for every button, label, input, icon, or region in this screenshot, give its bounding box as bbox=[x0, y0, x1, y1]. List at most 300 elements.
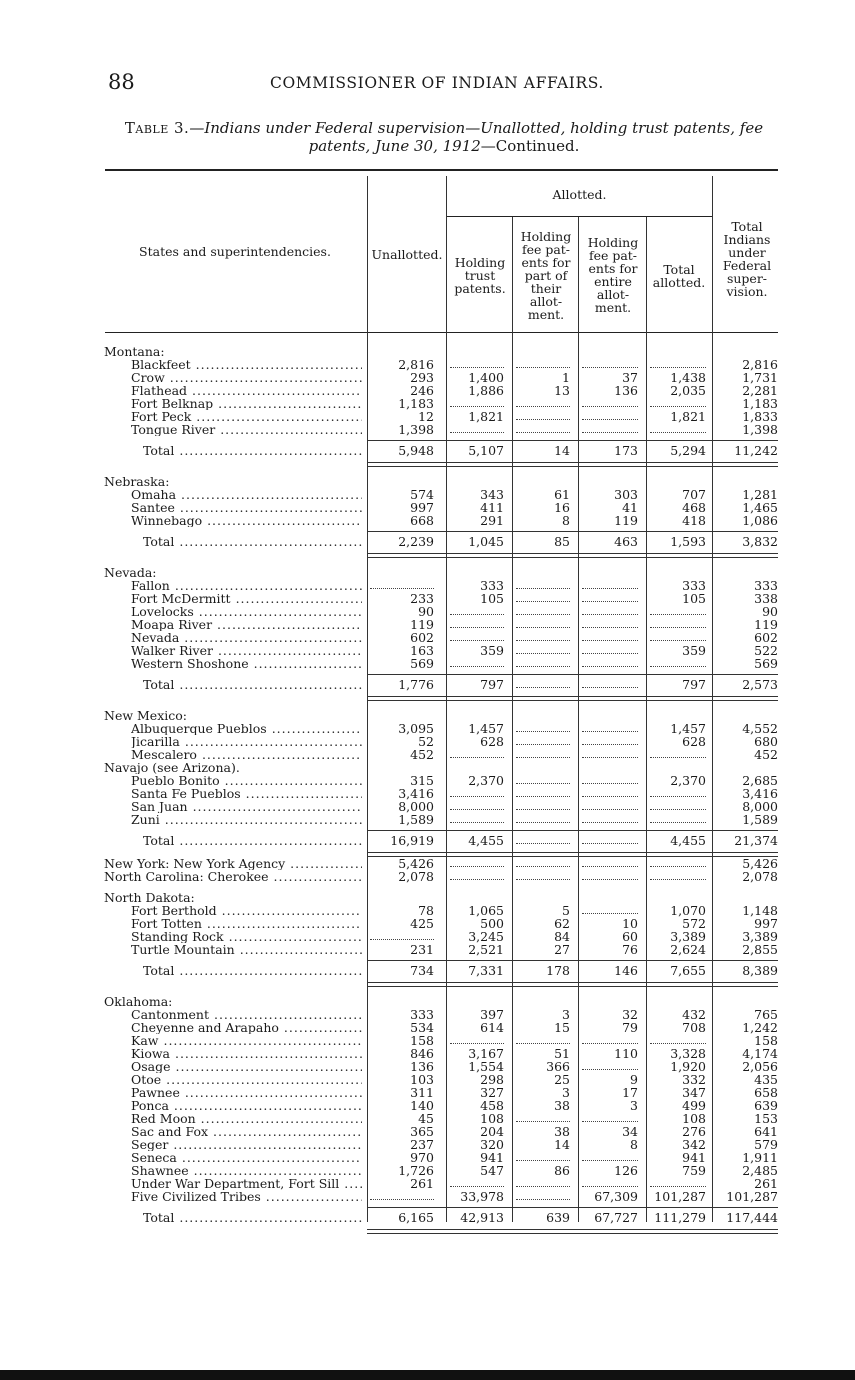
cell-col3: 8 bbox=[562, 513, 570, 528]
cell-col6: 2,573 bbox=[742, 677, 778, 692]
cell-col1: 261 bbox=[410, 1176, 434, 1191]
cell-col4 bbox=[582, 644, 638, 654]
row-label: Sac and Fox ..... bbox=[131, 1125, 362, 1138]
cell-col1: 333 bbox=[410, 1007, 434, 1022]
cell-col1 bbox=[370, 1190, 434, 1200]
cell-col4: 60 bbox=[622, 929, 638, 944]
cell-col3: 61 bbox=[554, 487, 570, 502]
cell-col4 bbox=[582, 657, 638, 667]
cell-col1: 846 bbox=[410, 1046, 434, 1061]
row-label: Albuquerque Pueblos ..... bbox=[131, 722, 362, 735]
cell-col4 bbox=[582, 735, 638, 745]
cell-col3: 85 bbox=[554, 534, 570, 549]
cell-col5 bbox=[650, 748, 706, 758]
row-label: Zuni ..... bbox=[131, 813, 362, 826]
cell-col5 bbox=[650, 787, 706, 797]
cell-col6: 101,287 bbox=[726, 1189, 778, 1204]
row-label: Cantonment ..... bbox=[131, 1008, 362, 1021]
cell-col3 bbox=[516, 1177, 570, 1187]
cell-col6: 522 bbox=[754, 643, 778, 658]
cell-col4 bbox=[582, 358, 638, 368]
cell-col4 bbox=[582, 1034, 638, 1044]
cell-col5: 1,438 bbox=[670, 370, 706, 385]
cell-col4 bbox=[582, 1060, 638, 1070]
row-label: Lovelocks ..... bbox=[131, 605, 362, 618]
cell-col2: 320 bbox=[480, 1137, 504, 1152]
cell-col2: 411 bbox=[480, 500, 504, 515]
cell-col3: 3 bbox=[562, 1085, 570, 1100]
cell-col3: 639 bbox=[546, 1210, 570, 1225]
subtotal-rule bbox=[367, 1207, 778, 1208]
row-label: Seneca ..... bbox=[131, 1151, 362, 1164]
page-number: 88 bbox=[108, 70, 135, 94]
cell-col4 bbox=[582, 631, 638, 641]
cell-col3 bbox=[516, 644, 570, 654]
cell-col6: 117,444 bbox=[726, 1210, 778, 1225]
cell-col5 bbox=[650, 1034, 706, 1044]
table-caption bbox=[105, 119, 783, 155]
row-label: Kaw ..... bbox=[131, 1034, 362, 1047]
cell-col4: 10 bbox=[622, 916, 638, 931]
cell-col2: 1,886 bbox=[468, 383, 504, 398]
cell-col5: 1,593 bbox=[670, 534, 706, 549]
cell-col2: 1,821 bbox=[468, 409, 504, 424]
cell-col3 bbox=[516, 678, 570, 688]
cell-col1: 233 bbox=[410, 591, 434, 606]
cell-col5: 5,294 bbox=[670, 443, 706, 458]
cell-col5: 4,455 bbox=[670, 833, 706, 848]
cell-col2 bbox=[450, 870, 504, 880]
cell-col2 bbox=[450, 787, 504, 797]
row-label: Turtle Mountain ..... bbox=[131, 943, 362, 956]
cell-col4: 303 bbox=[614, 487, 638, 502]
cell-col2: 204 bbox=[480, 1124, 504, 1139]
total-label: Total ..... bbox=[143, 964, 362, 977]
cell-col1: 1,776 bbox=[398, 677, 434, 692]
cell-col5: 628 bbox=[682, 734, 706, 749]
table-row bbox=[0, 423, 855, 436]
cell-col1: 1,726 bbox=[398, 1163, 434, 1178]
row-label: Five Civilized Tribes ..... bbox=[131, 1190, 362, 1203]
row-label: Santa Fe Pueblos ..... bbox=[131, 787, 362, 800]
cell-col2: 327 bbox=[480, 1085, 504, 1100]
cell-col3: 27 bbox=[554, 942, 570, 957]
cell-col5: 7,655 bbox=[670, 963, 706, 978]
cell-col3 bbox=[516, 787, 570, 797]
cell-col3 bbox=[516, 423, 570, 433]
cell-col4: 119 bbox=[614, 513, 638, 528]
cell-col2: 941 bbox=[480, 1150, 504, 1165]
row-label: Mescalero ..... bbox=[131, 748, 362, 761]
subtotal-rule bbox=[367, 960, 778, 961]
cell-col4 bbox=[582, 678, 638, 688]
cell-col4: 146 bbox=[614, 963, 638, 978]
table-row bbox=[0, 514, 855, 527]
cell-col3: 1 bbox=[562, 370, 570, 385]
cell-col4: 110 bbox=[614, 1046, 638, 1061]
cell-col2: 1,554 bbox=[468, 1059, 504, 1074]
cell-col4: 8 bbox=[630, 1137, 638, 1152]
cell-col4: 173 bbox=[614, 443, 638, 458]
cell-col4: 37 bbox=[622, 370, 638, 385]
total-label: Total ..... bbox=[143, 444, 362, 457]
cell-col5 bbox=[650, 397, 706, 407]
cell-col6: 1,911 bbox=[742, 1150, 778, 1165]
cell-col6: 1,465 bbox=[742, 500, 778, 515]
cell-col3 bbox=[516, 834, 570, 844]
header-fee-entire: Holding fee pat-ents for entire allot-ment. bbox=[587, 235, 639, 315]
cell-col4: 41 bbox=[622, 500, 638, 515]
cell-col3 bbox=[516, 857, 570, 867]
cell-col3 bbox=[516, 813, 570, 823]
cell-col5: 708 bbox=[682, 1020, 706, 1035]
header-total-federal: Total Indians under Federal super-vision. bbox=[722, 219, 772, 299]
cell-col6: 90 bbox=[762, 604, 778, 619]
cell-col1: 2,078 bbox=[398, 869, 434, 884]
cell-col3 bbox=[516, 592, 570, 602]
header-total-allotted: Total allotted. bbox=[652, 262, 706, 290]
cell-col6: 1,086 bbox=[742, 513, 778, 528]
cell-col5: 332 bbox=[682, 1072, 706, 1087]
cell-col1: 12 bbox=[418, 409, 434, 424]
cell-col4: 76 bbox=[622, 942, 638, 957]
total-row bbox=[0, 444, 855, 457]
cell-col5 bbox=[650, 618, 706, 628]
cell-col3 bbox=[516, 1112, 570, 1122]
cell-col2 bbox=[450, 1034, 504, 1044]
cell-col6: 158 bbox=[754, 1033, 778, 1048]
cell-col6: 4,174 bbox=[742, 1046, 778, 1061]
row-label: New York: New York Agency ..... bbox=[104, 857, 362, 870]
cell-col6: 153 bbox=[754, 1111, 778, 1126]
cell-col4 bbox=[582, 579, 638, 589]
total-label: Total ..... bbox=[143, 1211, 362, 1224]
cell-col1: 140 bbox=[410, 1098, 434, 1113]
cell-col6: 8,000 bbox=[742, 799, 778, 814]
cell-col1: 668 bbox=[410, 513, 434, 528]
cell-col1: 8,000 bbox=[398, 799, 434, 814]
cell-col6: 2,078 bbox=[742, 869, 778, 884]
cell-col5: 2,035 bbox=[670, 383, 706, 398]
cell-col1: 158 bbox=[410, 1033, 434, 1048]
cell-col5: 342 bbox=[682, 1137, 706, 1152]
row-label: Otoe ..... bbox=[131, 1073, 362, 1086]
cell-col6: 1,281 bbox=[742, 487, 778, 502]
cell-col5: 101,287 bbox=[654, 1189, 706, 1204]
header-bottom-rule bbox=[105, 332, 778, 333]
cell-col4 bbox=[582, 800, 638, 810]
cell-col5: 1,920 bbox=[670, 1059, 706, 1074]
running-head: COMMISSIONER OF INDIAN AFFAIRS. bbox=[270, 74, 604, 92]
cell-col5: 105 bbox=[682, 591, 706, 606]
cell-col3: 16 bbox=[554, 500, 570, 515]
table-row bbox=[0, 870, 855, 883]
row-label: Oklahoma: bbox=[104, 995, 173, 1008]
cell-col1: 1,398 bbox=[398, 422, 434, 437]
cell-col2: 5,107 bbox=[468, 443, 504, 458]
table-caption-label: Table 3. bbox=[124, 119, 190, 137]
cell-col6: 2,685 bbox=[742, 773, 778, 788]
cell-col3 bbox=[516, 1034, 570, 1044]
cell-col5: 347 bbox=[682, 1085, 706, 1100]
cell-col4 bbox=[582, 423, 638, 433]
cell-col2: 42,913 bbox=[460, 1210, 504, 1225]
cell-col4 bbox=[582, 774, 638, 784]
cell-col2 bbox=[450, 657, 504, 667]
cell-col2: 359 bbox=[480, 643, 504, 658]
cell-col2: 397 bbox=[480, 1007, 504, 1022]
row-label: Tongue River ..... bbox=[131, 423, 362, 436]
cell-col2: 628 bbox=[480, 734, 504, 749]
cell-col6: 602 bbox=[754, 630, 778, 645]
cell-col1: 734 bbox=[410, 963, 434, 978]
cell-col2: 1,400 bbox=[468, 370, 504, 385]
cell-col1: 997 bbox=[410, 500, 434, 515]
cell-col5 bbox=[650, 423, 706, 433]
cell-col4 bbox=[582, 605, 638, 615]
cell-col5: 108 bbox=[682, 1111, 706, 1126]
cell-col5 bbox=[650, 631, 706, 641]
row-label: Cheyenne and Arapaho ..... bbox=[131, 1021, 362, 1034]
cell-col4 bbox=[582, 834, 638, 844]
cell-col3 bbox=[516, 358, 570, 368]
cell-col6: 119 bbox=[754, 617, 778, 632]
cell-col1: 6,165 bbox=[398, 1210, 434, 1225]
cell-col3 bbox=[516, 722, 570, 732]
cell-col1: 425 bbox=[410, 916, 434, 931]
row-label: Moapa River ..... bbox=[131, 618, 362, 631]
cell-col1: 5,426 bbox=[398, 856, 434, 871]
total-double-rule bbox=[367, 553, 778, 558]
cell-col4: 79 bbox=[622, 1020, 638, 1035]
cell-col2 bbox=[450, 800, 504, 810]
cell-col4 bbox=[582, 410, 638, 420]
cell-col1: 2,816 bbox=[398, 357, 434, 372]
cell-col1: 246 bbox=[410, 383, 434, 398]
total-row bbox=[0, 964, 855, 977]
cell-col6: 1,731 bbox=[742, 370, 778, 385]
cell-col2: 108 bbox=[480, 1111, 504, 1126]
cell-col2: 2,370 bbox=[468, 773, 504, 788]
cell-col1: 569 bbox=[410, 656, 434, 671]
row-label: Nevada: bbox=[104, 566, 157, 579]
total-row bbox=[0, 1211, 855, 1224]
cell-col2 bbox=[450, 631, 504, 641]
subtotal-rule bbox=[367, 440, 778, 441]
cell-col6: 1,833 bbox=[742, 409, 778, 424]
cell-col1: 119 bbox=[410, 617, 434, 632]
cell-col6: 2,816 bbox=[742, 357, 778, 372]
total-double-rule bbox=[367, 1229, 778, 1234]
row-label: Crow ..... bbox=[131, 371, 362, 384]
cell-col1: 293 bbox=[410, 370, 434, 385]
cell-col5: 759 bbox=[682, 1163, 706, 1178]
cell-col5 bbox=[650, 870, 706, 880]
cell-col3 bbox=[516, 870, 570, 880]
cell-col6: 997 bbox=[754, 916, 778, 931]
cell-col3: 38 bbox=[554, 1098, 570, 1113]
cell-col6: 1,148 bbox=[742, 903, 778, 918]
row-label: Fallon ..... bbox=[131, 579, 362, 592]
total-row bbox=[0, 678, 855, 691]
row-label: North Dakota: bbox=[104, 891, 195, 904]
cell-col3: 14 bbox=[554, 443, 570, 458]
cell-col6: 569 bbox=[754, 656, 778, 671]
cell-col6: 3,416 bbox=[742, 786, 778, 801]
cell-col6: 21,374 bbox=[734, 833, 778, 848]
row-label: Fort Berthold ..... bbox=[131, 904, 362, 917]
row-label: Navajo (see Arizona). bbox=[104, 761, 240, 774]
cell-col2: 1,065 bbox=[468, 903, 504, 918]
cell-col3: 13 bbox=[554, 383, 570, 398]
row-label: Blackfeet ..... bbox=[131, 358, 362, 371]
subtotal-rule bbox=[367, 531, 778, 532]
cell-col1: 1,589 bbox=[398, 812, 434, 827]
cell-col3 bbox=[516, 397, 570, 407]
cell-col2: 547 bbox=[480, 1163, 504, 1178]
row-label: Ponca ..... bbox=[131, 1099, 362, 1112]
cell-col2 bbox=[450, 423, 504, 433]
total-double-rule bbox=[367, 696, 778, 701]
cell-col2: 614 bbox=[480, 1020, 504, 1035]
cell-col1: 16,919 bbox=[390, 833, 434, 848]
cell-col4: 126 bbox=[614, 1163, 638, 1178]
cell-col3 bbox=[516, 1151, 570, 1161]
row-label: Pawnee ..... bbox=[131, 1086, 362, 1099]
total-double-rule bbox=[367, 852, 778, 857]
cell-col6: 1,183 bbox=[742, 396, 778, 411]
cell-col5: 432 bbox=[682, 1007, 706, 1022]
cell-col5: 1,821 bbox=[670, 409, 706, 424]
cell-col3: 366 bbox=[546, 1059, 570, 1074]
cell-col6: 579 bbox=[754, 1137, 778, 1152]
cell-col1: 2,239 bbox=[398, 534, 434, 549]
cell-col6: 3,832 bbox=[742, 534, 778, 549]
cell-col1: 311 bbox=[410, 1085, 434, 1100]
cell-col4 bbox=[582, 870, 638, 880]
cell-col6: 2,056 bbox=[742, 1059, 778, 1074]
cell-col3 bbox=[516, 410, 570, 420]
cell-col5: 707 bbox=[682, 487, 706, 502]
cell-col5: 3,328 bbox=[670, 1046, 706, 1061]
row-label: Red Moon ..... bbox=[131, 1112, 362, 1125]
cell-col1: 163 bbox=[410, 643, 434, 658]
cell-col3: 86 bbox=[554, 1163, 570, 1178]
row-label: North Carolina: Cherokee ..... bbox=[104, 870, 362, 883]
cell-col2: 500 bbox=[480, 916, 504, 931]
cell-col2: 1,045 bbox=[468, 534, 504, 549]
cell-col5 bbox=[650, 1177, 706, 1187]
cell-col2: 7,331 bbox=[468, 963, 504, 978]
total-label: Total ..... bbox=[143, 678, 362, 691]
header-allotted: Allotted. bbox=[552, 187, 607, 202]
subtotal-rule bbox=[367, 830, 778, 831]
cell-col4 bbox=[582, 787, 638, 797]
cell-col1: 103 bbox=[410, 1072, 434, 1087]
row-label: Nevada ..... bbox=[131, 631, 362, 644]
cell-col5: 2,624 bbox=[670, 942, 706, 957]
cell-col1: 52 bbox=[418, 734, 434, 749]
cell-col2: 105 bbox=[480, 591, 504, 606]
cell-col3 bbox=[516, 800, 570, 810]
cell-col2 bbox=[450, 1177, 504, 1187]
cell-col6: 2,855 bbox=[742, 942, 778, 957]
subtotal-rule bbox=[367, 674, 778, 675]
table-caption-title: —Indians under Federal supervision—Unallotted, holding trust patents, fee patents, June 30, 1912 bbox=[189, 119, 764, 155]
cell-col5: 1,457 bbox=[670, 721, 706, 736]
cell-col3: 25 bbox=[554, 1072, 570, 1087]
total-label: Total ..... bbox=[143, 834, 362, 847]
cell-col1: 365 bbox=[410, 1124, 434, 1139]
cell-col3 bbox=[516, 774, 570, 784]
cell-col3 bbox=[516, 631, 570, 641]
cell-col4 bbox=[582, 813, 638, 823]
cell-col6: 452 bbox=[754, 747, 778, 762]
cell-col5: 1,070 bbox=[670, 903, 706, 918]
cell-col6: 680 bbox=[754, 734, 778, 749]
cell-col2: 33,978 bbox=[460, 1189, 504, 1204]
table-top-rule bbox=[105, 169, 778, 171]
cell-col5 bbox=[650, 813, 706, 823]
row-label: Fort Peck ..... bbox=[131, 410, 362, 423]
cell-col2 bbox=[450, 748, 504, 758]
cell-col6: 2,485 bbox=[742, 1163, 778, 1178]
cell-col1 bbox=[370, 579, 434, 589]
cell-col5: 499 bbox=[682, 1098, 706, 1113]
cell-col6: 639 bbox=[754, 1098, 778, 1113]
cell-col6: 261 bbox=[754, 1176, 778, 1191]
allotted-span-rule bbox=[447, 216, 713, 217]
row-label: Standing Rock ..... bbox=[131, 930, 362, 943]
cell-col3: 51 bbox=[554, 1046, 570, 1061]
cell-col2 bbox=[450, 605, 504, 615]
cell-col4: 32 bbox=[622, 1007, 638, 1022]
row-label: New Mexico: bbox=[104, 709, 187, 722]
cell-col3 bbox=[516, 748, 570, 758]
cell-col6: 435 bbox=[754, 1072, 778, 1087]
cell-col4 bbox=[582, 1151, 638, 1161]
cell-col1 bbox=[370, 930, 434, 940]
row-label: Western Shoshone ..... bbox=[131, 657, 362, 670]
cell-col2: 1,457 bbox=[468, 721, 504, 736]
cell-col3: 84 bbox=[554, 929, 570, 944]
cell-col4 bbox=[582, 904, 638, 914]
cell-col2: 2,521 bbox=[468, 942, 504, 957]
cell-col1: 3,095 bbox=[398, 721, 434, 736]
cell-col4 bbox=[582, 397, 638, 407]
bottom-edge-bar bbox=[0, 1370, 855, 1380]
cell-col5 bbox=[650, 800, 706, 810]
state-heading-row bbox=[0, 566, 855, 579]
row-label: Nebraska: bbox=[104, 475, 170, 488]
cell-col3: 38 bbox=[554, 1124, 570, 1139]
row-label: Winnebago ..... bbox=[131, 514, 362, 527]
cell-col2: 797 bbox=[480, 677, 504, 692]
table-row bbox=[0, 748, 855, 761]
cell-col3 bbox=[516, 579, 570, 589]
cell-col1: 45 bbox=[418, 1111, 434, 1126]
cell-col6: 333 bbox=[754, 578, 778, 593]
row-label: Walker River ..... bbox=[131, 644, 362, 657]
cell-col3 bbox=[516, 657, 570, 667]
cell-col5: 572 bbox=[682, 916, 706, 931]
cell-col1: 136 bbox=[410, 1059, 434, 1074]
header-unallotted: Unallotted. bbox=[371, 247, 443, 262]
cell-col6: 658 bbox=[754, 1085, 778, 1100]
cell-col3: 14 bbox=[554, 1137, 570, 1152]
cell-col6: 2,281 bbox=[742, 383, 778, 398]
cell-col4 bbox=[582, 1177, 638, 1187]
